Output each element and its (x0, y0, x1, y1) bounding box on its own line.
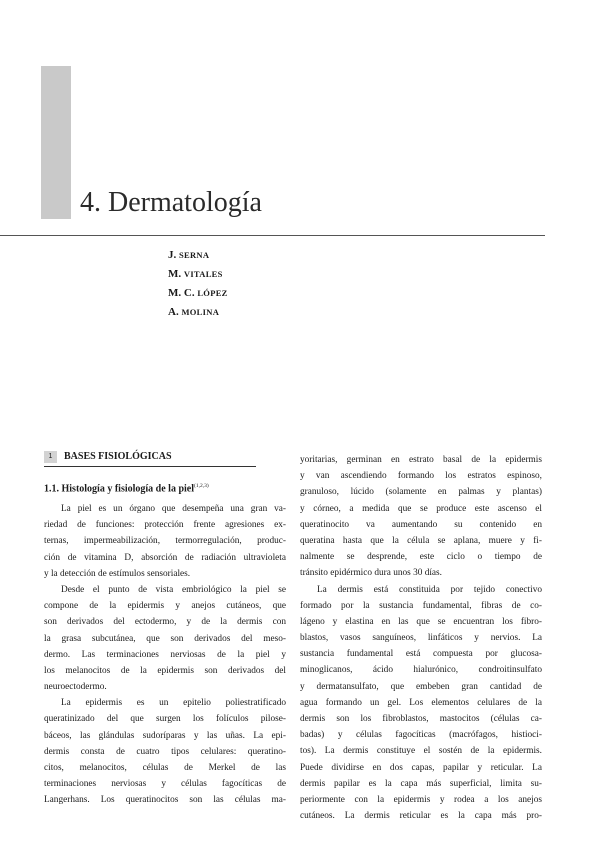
text-line: granuloso, lúcido (solamente en palmas y plantas) (300, 487, 542, 498)
author (168, 303, 228, 322)
text-line: Desde el punto de vista embriológico la piel se (61, 584, 286, 595)
text-line: dermis papilar es la capa más superficial, limita su- (300, 778, 542, 789)
author-list (168, 246, 228, 322)
text-line: formado por la sustancia fundamental, fibras de co- (300, 600, 542, 611)
text-line: La piel es un órgano que desempeña una gran va- (61, 504, 286, 514)
author-surname: MOLINA (181, 307, 220, 317)
subsection-title (44, 478, 209, 497)
text-line: tos). La dermis constituye el sostén de la epidermis. (300, 746, 542, 757)
section-heading (44, 449, 256, 467)
author (168, 246, 228, 265)
author-initial: A. (168, 306, 179, 318)
text-line: minoglicanos, ácido hialurónico, condroitinsulfato (300, 665, 542, 676)
text-line: La epidermis es un epitelio poliestratificado (61, 698, 286, 709)
text-line: citos, melanocitos, células de Merkel de las (44, 763, 286, 773)
author-surname: VITALES (183, 269, 223, 279)
section-title: BASES FISIOLÓGICAS (64, 451, 172, 462)
text-line: queratinizado del que surgen los folículos pilose- (44, 714, 286, 725)
chapter-accent-bar (41, 66, 71, 219)
text-line: ción de vitamina D, absorción de radiación ultravioleta (44, 552, 286, 563)
author-surname: SERNA (179, 250, 210, 260)
text-line: dermis son los fibroblastos, mastocitos (células ca- (300, 714, 542, 724)
text-line: queratina hasta que la célula se aplana, muere y fi- (300, 535, 542, 546)
text-line: lágeno y elastina en las que se encuentran los fibro- (300, 616, 542, 627)
text-line: cutáneos. La dermis reticular es la capa más pro- (300, 811, 542, 822)
text-line: queratinocito va aumentando su contenido en (300, 519, 542, 530)
author-surname: LÓPEZ (197, 288, 228, 298)
text-line: Langerhans. Los queratinocitos son las células ma- (44, 795, 286, 806)
text-line: la grasa subcutánea, que son derivados del meso- (44, 633, 286, 644)
citation-refs: (1,2,3) (194, 483, 209, 489)
author (168, 265, 228, 284)
text-line: los melanocitos de la epidermis son derivados del (44, 665, 286, 676)
author-initial: M. (168, 268, 182, 280)
author (168, 284, 228, 303)
text-line: terminaciones nerviosas y células fagocíticas de (44, 779, 286, 790)
text-line: tránsito epidérmico dura unos 30 días. (300, 568, 443, 579)
text-line: dermo. Las terminaciones nerviosas de la piel y (44, 649, 286, 660)
text-line: blastos, vasos sanguíneos, linfáticos y nervios. La (300, 633, 542, 644)
author-initial: M. C. (168, 287, 195, 299)
text-line: compone de la epidermis y anejos cutáneos, que (44, 601, 286, 612)
text-line: y la detección de estímulos sensoriales. (44, 568, 191, 579)
text-line: agua formando un gel. Los elementos celulares de la (300, 697, 542, 708)
text-line: y córneo, a medida que se produce este ascenso el (300, 503, 542, 514)
author-initial: J. (168, 249, 177, 261)
section-number: 1 (44, 451, 57, 463)
text-line: badas) y células fagocíticas (macrófagos, histioci- (300, 730, 542, 741)
right-text-column (300, 452, 542, 824)
text-line: riedad de funciones: protección frente agresiones ex- (44, 520, 286, 531)
text-line: nalmente se desprende, este ciclo o tiempo de (300, 552, 542, 563)
text-line: báceos, las glándulas sudoríparas y las uñas. La epi- (44, 730, 286, 741)
text-line: periormente con la epidermis y rodea a los anejos (300, 794, 542, 805)
text-line: ternas, impermeabilización, termorregulación, produc- (44, 536, 286, 547)
text-line: dermis consta de cuatro tipos celulares: queratino- (44, 746, 286, 757)
text-line: La dermis está constituida por tejido conectivo (317, 584, 542, 595)
text-line: Puede dividirse en dos capas, papilar y reticular. La (300, 762, 542, 773)
left-text-column (44, 501, 286, 809)
text-line: y van ascendiendo formando los estratos espinoso, (300, 471, 542, 482)
text-line: son derivados del ectodermo, y de la dermis con (44, 617, 286, 628)
text-line: sustancia fundamental está compuesta por glucosa- (300, 649, 542, 660)
text-line: y dermatansulfato, que embeben gran cantidad de (300, 681, 542, 692)
chapter-title: 4. Dermatología (80, 187, 262, 218)
text-line: neuroectodermo. (44, 682, 107, 693)
text-line: yoritarias, germinan en estrato basal de la epidermis (300, 455, 542, 465)
subsection-title-text: 1.1. Histología y fisiología de la piel (44, 483, 195, 495)
title-rule (0, 235, 545, 236)
